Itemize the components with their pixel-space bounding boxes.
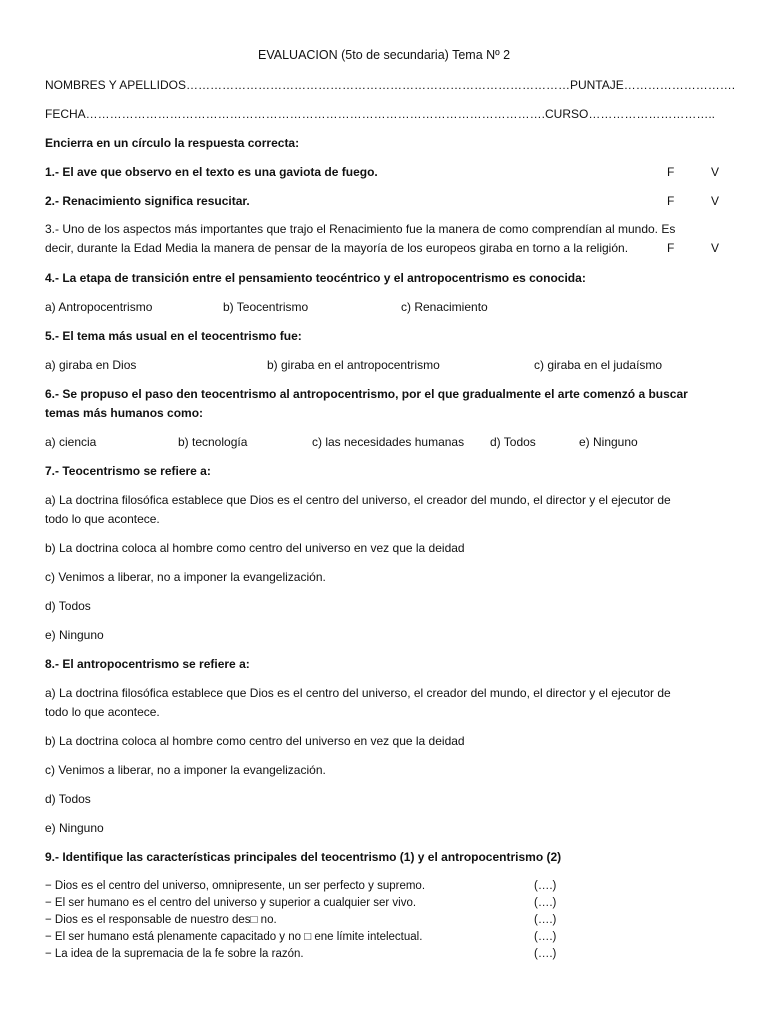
q4-option-b: b) Teocentrismo (223, 300, 309, 314)
q9-item-2: − El ser humano es el centro del universo y superior a cualquier ser vivo. (45, 897, 417, 909)
q8-option-e: e) Ninguno (45, 821, 104, 835)
fecha-field: FECHA…………………………………………………………………………………………………….CURSO………………………….. (45, 107, 716, 121)
q9-item-5-mark: (….) (534, 948, 557, 960)
q5-option-a: a) giraba en Dios (45, 358, 137, 372)
q4-option-a: a) Antropocentrismo (45, 300, 153, 314)
q6-option-a: a) ciencia (45, 435, 97, 449)
q9-item-2-mark: (….) (534, 897, 557, 909)
q9-item-4-mark: (….) (534, 931, 557, 943)
q9-item-3: − Dios es el responsable de nuestro des□ no. (45, 914, 277, 926)
q6-option-b: b) tecnología (178, 435, 248, 449)
tf-1-true: V (711, 165, 720, 179)
q7-option-c: c) Venimos a liberar, no a imponer la evangelización. (45, 570, 326, 584)
q9-item-3-mark: (….) (534, 914, 557, 926)
instruction: Encierra en un círculo la respuesta correcta: (45, 136, 300, 150)
nombres-field: NOMBRES Y APELLIDOS……………………………………………………………………………………PUNTAJE………………………. (45, 78, 736, 92)
q5-option-c: c) giraba en el judaísmo (534, 358, 663, 372)
tf-3-true: V (711, 241, 720, 255)
tf-3-false: F (667, 241, 675, 255)
q8-option-a-line1: a) La doctrina filosófica establece que Dios es el centro del universo, el creador del mundo, el director y el ejecutor de (45, 686, 671, 700)
tf-question-2: 2.- Renacimiento significa resucitar. (45, 194, 250, 208)
q7-option-a-line2: todo lo que acontece. (45, 512, 160, 526)
question-5: 5.- El tema más usual en el teocentrismo fue: (45, 329, 302, 343)
q6-option-d: d) Todos (490, 435, 536, 449)
q7-option-b: b) La doctrina coloca al hombre como centro del universo en vez que la deidad (45, 541, 465, 555)
q6-option-c: c) las necesidades humanas (312, 435, 465, 449)
q7-option-a-line1: a) La doctrina filosófica establece que Dios es el centro del universo, el creador del mundo, el director y el ejecutor de (45, 493, 671, 507)
tf-question-1: 1.- El ave que observo en el texto es una gaviota de fuego. (45, 165, 378, 179)
q9-item-5: − La idea de la supremacia de la fe sobre la razón. (45, 948, 304, 960)
q8-option-d: d) Todos (45, 792, 91, 806)
q7-option-e: e) Ninguno (45, 628, 104, 642)
question-6-line2: temas más humanos como: (45, 406, 204, 420)
tf-question-3-line2: decir, durante la Edad Media la manera de pensar de la mayoría de los europeos giraba en torno a la religión. (45, 241, 629, 255)
q9-item-1-mark: (….) (534, 880, 557, 892)
question-8: 8.- El antropocentrismo se refiere a: (45, 657, 250, 671)
tf-2-true: V (711, 194, 720, 208)
page-title: EVALUACION (5to de secundaria) Tema Nº 2 (258, 48, 511, 62)
question-4: 4.- La etapa de transición entre el pensamiento teocéntrico y el antropocentrismo es conocida: (45, 271, 586, 285)
q8-option-b: b) La doctrina coloca al hombre como centro del universo en vez que la deidad (45, 734, 465, 748)
q7-option-d: d) Todos (45, 599, 91, 613)
question-9: 9.- Identifique las características principales del teocentrismo (1) y el antropocentrismo (2) (45, 850, 562, 864)
tf-2-false: F (667, 194, 675, 208)
q9-item-4: − El ser humano está plenamente capacitado y no □ ene límite intelectual. (45, 931, 423, 943)
q5-option-b: b) giraba en el antropocentrismo (267, 358, 440, 372)
question-6-line1: 6.- Se propuso el paso den teocentrismo al antropocentrismo, por el que gradualmente el arte comenzó a buscar (45, 387, 688, 401)
q4-option-c: c) Renacimiento (401, 300, 488, 314)
tf-1-false: F (667, 165, 675, 179)
q9-item-1: − Dios es el centro del universo, omnipresente, un ser perfecto y supremo. (45, 880, 426, 892)
tf-question-3-line1: 3.- Uno de los aspectos más importantes que trajo el Renacimiento fue la manera de como comprendían al mundo. Es (45, 222, 676, 236)
question-7: 7.- Teocentrismo se refiere a: (45, 464, 211, 478)
q8-option-c: c) Venimos a liberar, no a imponer la evangelización. (45, 763, 326, 777)
q8-option-a-line2: todo lo que acontece. (45, 705, 160, 719)
q6-option-e: e) Ninguno (579, 435, 638, 449)
